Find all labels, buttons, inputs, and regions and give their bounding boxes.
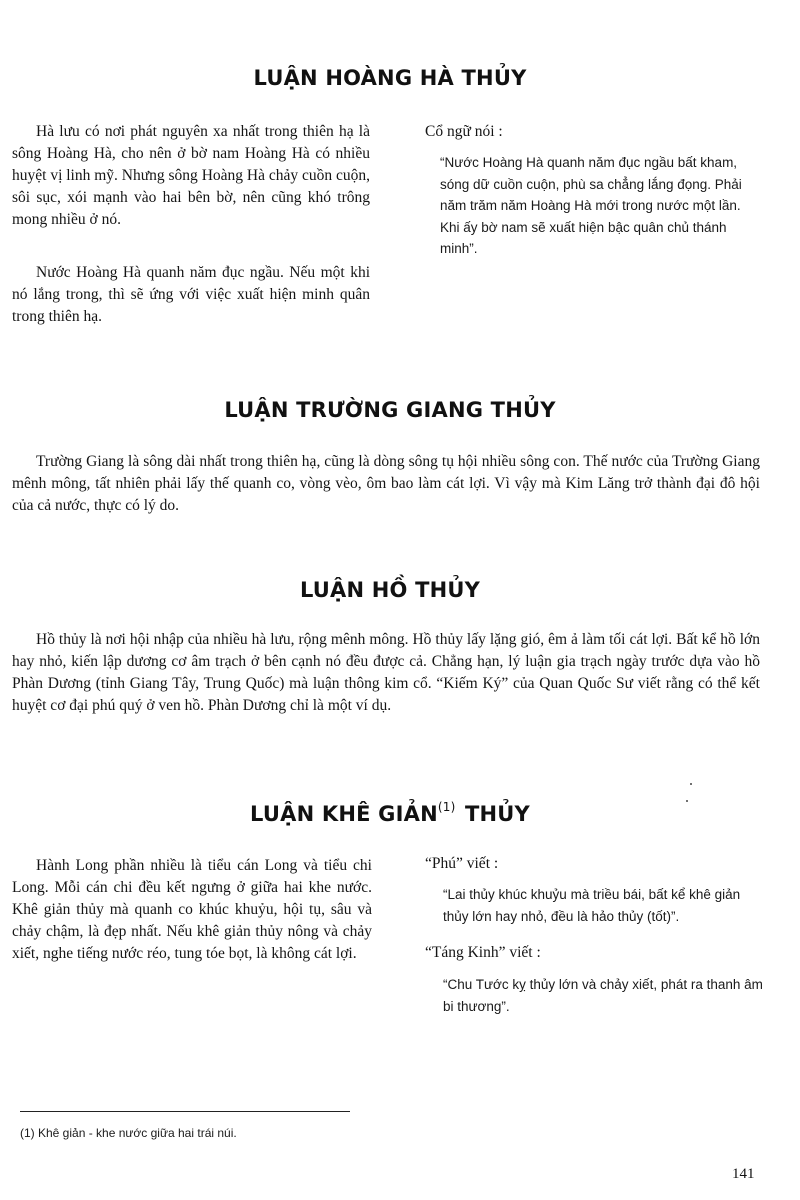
- section-title-khe-gian: [0, 800, 780, 826]
- section-title-truong-giang: LUẬN TRƯỜNG GIANG THỦY: [224, 398, 556, 422]
- scan-speck: [690, 783, 692, 785]
- khe-gian-title-end: THỦY: [464, 802, 530, 826]
- hoang-ha-paragraph-2: Nước Hoàng Hà quanh năm đục ngầu. Nếu một khi nó lắng trong, thì sẽ ứng với việc xuất hiện minh quân trong thiên hạ.: [12, 264, 370, 325]
- hoang-ha-paragraph-1: Hà lưu có nơi phát nguyên xa nhất trong thiên hạ là sông Hoàng Hà, cho nên ở bờ nam Hoàng Hà có nhiều huyệt vị linh mỹ. Nhưng sông Hoàng Hà chảy cuồn cuộn, sôi sục, xói mạnh vào hai bên bờ, nên cũng khó trông mong nhiều ở nó.: [12, 123, 370, 228]
- footnote-ref-1: (1): [437, 800, 456, 814]
- hoang-ha-quote-text: “Nước Hoàng Hà quanh năm đục ngầu bất kham, sóng dữ cuồn cuộn, phù sa chẳng lắng đọng. Phải năm trăm năm Hoàng Hà mới trong nước một lần. Khi ấy bờ nam sẽ xuất hiện bậc quân chủ thánh minh”.: [440, 155, 742, 256]
- page-number: 141: [732, 1166, 755, 1182]
- section-title-hoang-ha: LUẬN HOÀNG HÀ THỦY: [253, 66, 527, 90]
- tang-kinh-quote-label: “Táng Kinh” viết :: [425, 944, 541, 961]
- khe-gian-paragraph-1: Hành Long phần nhiều là tiểu cán Long và tiểu chi Long. Mỗi cán chi đều kết ngưng ở giữa hai khe nước. Khê giản thủy mà quanh co khúc khuỷu, hội tụ, sâu và chảy chậm, là đẹp nhất. Nếu khê giản thủy nông và chảy xiết, nghe tiếng nước réo, tung tóe bọt, là không cát lợi.: [12, 857, 372, 962]
- truong-giang-paragraph-1: Trường Giang là sông dài nhất trong thiên hạ, cũng là dòng sông tụ hội nhiều sông con. Thế nước của Trường Giang mênh mông, tất nhiên phải lấy thế quanh co, vòng vèo, ôm bao làm cát lợi. Vì vậy mà Kim Lăng trở thành đại đô hội của cả nước, thực có lý do.: [12, 453, 760, 514]
- tang-kinh-quote-text: “Chu Tước kỵ thủy lớn và chảy xiết, phát ra thanh âm bi thương”.: [443, 977, 763, 1014]
- hoang-ha-quote-label: Cổ ngữ nói :: [425, 123, 503, 140]
- khe-gian-title-main: LUẬN KHÊ GIẢN: [250, 802, 438, 826]
- ho-paragraph-1: Hồ thủy là nơi hội nhập của nhiều hà lưu, rộng mênh mông. Hồ thủy lấy lặng gió, êm ả làm tối cát lợi. Bất kể hồ lớn hay nhỏ, kiến lập dương cơ âm trạch ở bên cạnh nó đều được cả. Chẳng hạn, lý luận gia trạch ngày trước dựa vào hồ Phàn Dương (tỉnh Giang Tây, Trung Quốc) mà luận thông kim cổ. “Kiếm Ký” của Quan Quốc Sư viết rằng có thể kết huyệt cơ đại phú quý ở ven hồ. Phàn Dương chỉ là một ví dụ.: [12, 631, 760, 714]
- scan-speck: [686, 800, 688, 802]
- phu-quote-text: “Lai thủy khúc khuỷu mà triều bái, bất kể khê giản thủy lớn hay nhỏ, đều là hảo thủy (tốt)”.: [443, 887, 741, 924]
- phu-quote-label: “Phú” viết :: [425, 855, 499, 872]
- footnote: (1) Khê giản - khe nước giữa hai trái núi.: [20, 1126, 237, 1140]
- footnote-divider: [20, 1111, 350, 1112]
- section-title-ho: LUẬN HỒ THỦY: [299, 578, 481, 602]
